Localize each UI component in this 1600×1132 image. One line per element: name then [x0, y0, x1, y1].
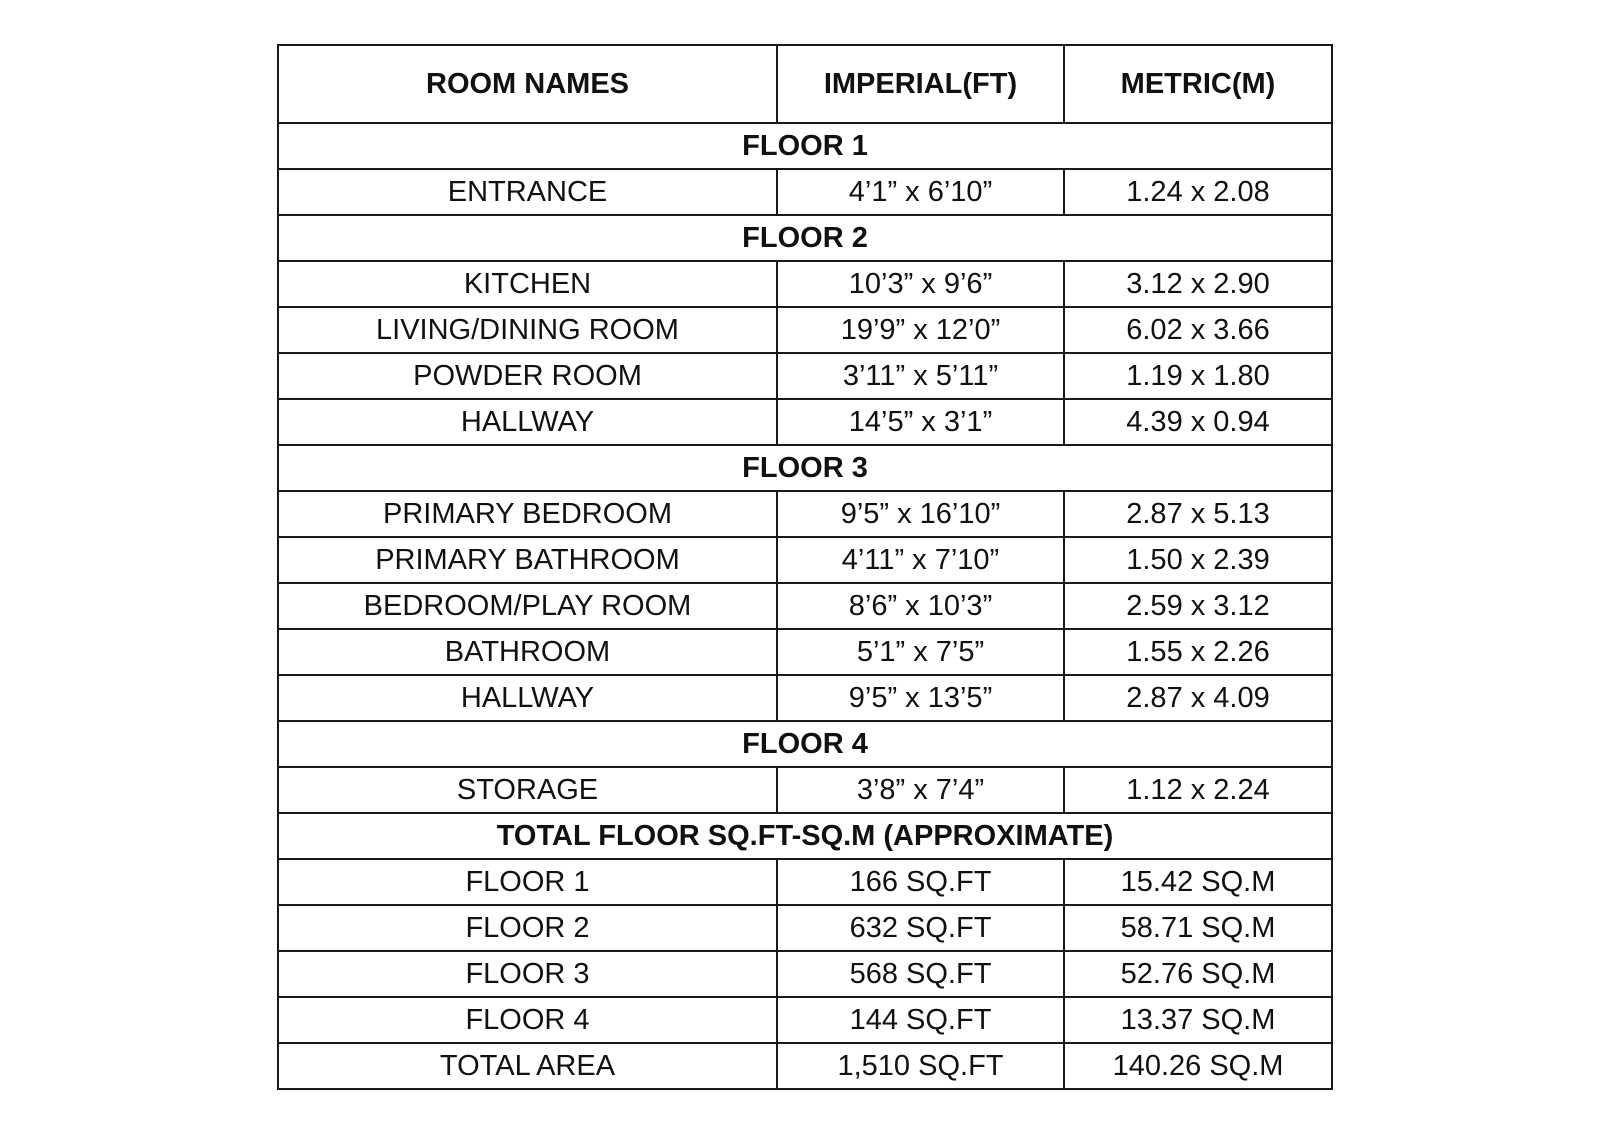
table-row [278, 675, 1332, 721]
section-title: FLOOR 4 [278, 721, 1332, 767]
room-name-cell: HALLWAY [278, 399, 777, 445]
imperial-cell: 10’3” x 9’6” [777, 261, 1064, 307]
imperial-cell: 166 SQ.FT [777, 859, 1064, 905]
table-row [278, 1043, 1332, 1089]
header-imperial: IMPERIAL(FT) [777, 45, 1064, 123]
metric-cell: 4.39 x 0.94 [1064, 399, 1332, 445]
room-name-cell: POWDER ROOM [278, 353, 777, 399]
table-row [278, 905, 1332, 951]
metric-cell: 1.50 x 2.39 [1064, 537, 1332, 583]
section-row [278, 721, 1332, 767]
metric-cell: 1.19 x 1.80 [1064, 353, 1332, 399]
table-row [278, 951, 1332, 997]
imperial-cell: 5’1” x 7’5” [777, 629, 1064, 675]
section-title: FLOOR 1 [278, 123, 1332, 169]
imperial-cell: 1,510 SQ.FT [777, 1043, 1064, 1089]
imperial-cell: 3’8” x 7’4” [777, 767, 1064, 813]
metric-cell: 1.24 x 2.08 [1064, 169, 1332, 215]
metric-cell: 1.55 x 2.26 [1064, 629, 1332, 675]
room-name-cell: STORAGE [278, 767, 777, 813]
imperial-cell: 4’11” x 7’10” [777, 537, 1064, 583]
section-row [278, 123, 1332, 169]
section-title: TOTAL FLOOR SQ.FT-SQ.M (APPROXIMATE) [278, 813, 1332, 859]
section-row [278, 215, 1332, 261]
metric-cell: 52.76 SQ.M [1064, 951, 1332, 997]
section-row [278, 813, 1332, 859]
metric-cell: 1.12 x 2.24 [1064, 767, 1332, 813]
imperial-cell: 3’11” x 5’11” [777, 353, 1064, 399]
imperial-cell: 632 SQ.FT [777, 905, 1064, 951]
imperial-cell: 144 SQ.FT [777, 997, 1064, 1043]
room-name-cell: PRIMARY BEDROOM [278, 491, 777, 537]
metric-cell: 15.42 SQ.M [1064, 859, 1332, 905]
metric-cell: 3.12 x 2.90 [1064, 261, 1332, 307]
metric-cell: 13.37 SQ.M [1064, 997, 1332, 1043]
table-row [278, 353, 1332, 399]
imperial-cell: 9’5” x 16’10” [777, 491, 1064, 537]
metric-cell: 58.71 SQ.M [1064, 905, 1332, 951]
section-title: FLOOR 2 [278, 215, 1332, 261]
imperial-cell: 8’6” x 10’3” [777, 583, 1064, 629]
room-name-cell: HALLWAY [278, 675, 777, 721]
header-row [278, 45, 1332, 123]
room-name-cell: PRIMARY BATHROOM [278, 537, 777, 583]
table-header [278, 45, 1332, 123]
metric-cell: 140.26 SQ.M [1064, 1043, 1332, 1089]
table-body [278, 123, 1332, 1089]
room-name-cell: BEDROOM/PLAY ROOM [278, 583, 777, 629]
room-name-cell: FLOOR 3 [278, 951, 777, 997]
table-row [278, 399, 1332, 445]
table-row [278, 767, 1332, 813]
imperial-cell: 4’1” x 6’10” [777, 169, 1064, 215]
metric-cell: 2.87 x 5.13 [1064, 491, 1332, 537]
room-name-cell: TOTAL AREA [278, 1043, 777, 1089]
header-metric: METRIC(M) [1064, 45, 1332, 123]
table-row [278, 491, 1332, 537]
room-dimensions-table [277, 44, 1333, 1090]
room-name-cell: LIVING/DINING ROOM [278, 307, 777, 353]
room-name-cell: ENTRANCE [278, 169, 777, 215]
room-name-cell: BATHROOM [278, 629, 777, 675]
section-title: FLOOR 3 [278, 445, 1332, 491]
metric-cell: 2.59 x 3.12 [1064, 583, 1332, 629]
table-row [278, 307, 1332, 353]
section-row [278, 445, 1332, 491]
metric-cell: 2.87 x 4.09 [1064, 675, 1332, 721]
imperial-cell: 9’5” x 13’5” [777, 675, 1064, 721]
room-name-cell: FLOOR 1 [278, 859, 777, 905]
room-name-cell: FLOOR 2 [278, 905, 777, 951]
table-row [278, 859, 1332, 905]
imperial-cell: 568 SQ.FT [777, 951, 1064, 997]
room-name-cell: FLOOR 4 [278, 997, 777, 1043]
table-row [278, 537, 1332, 583]
table-row [278, 997, 1332, 1043]
table-row [278, 169, 1332, 215]
metric-cell: 6.02 x 3.66 [1064, 307, 1332, 353]
imperial-cell: 14’5” x 3’1” [777, 399, 1064, 445]
header-room-names: ROOM NAMES [278, 45, 777, 123]
room-name-cell: KITCHEN [278, 261, 777, 307]
table-row [278, 261, 1332, 307]
imperial-cell: 19’9” x 12’0” [777, 307, 1064, 353]
table-row [278, 583, 1332, 629]
table-row [278, 629, 1332, 675]
